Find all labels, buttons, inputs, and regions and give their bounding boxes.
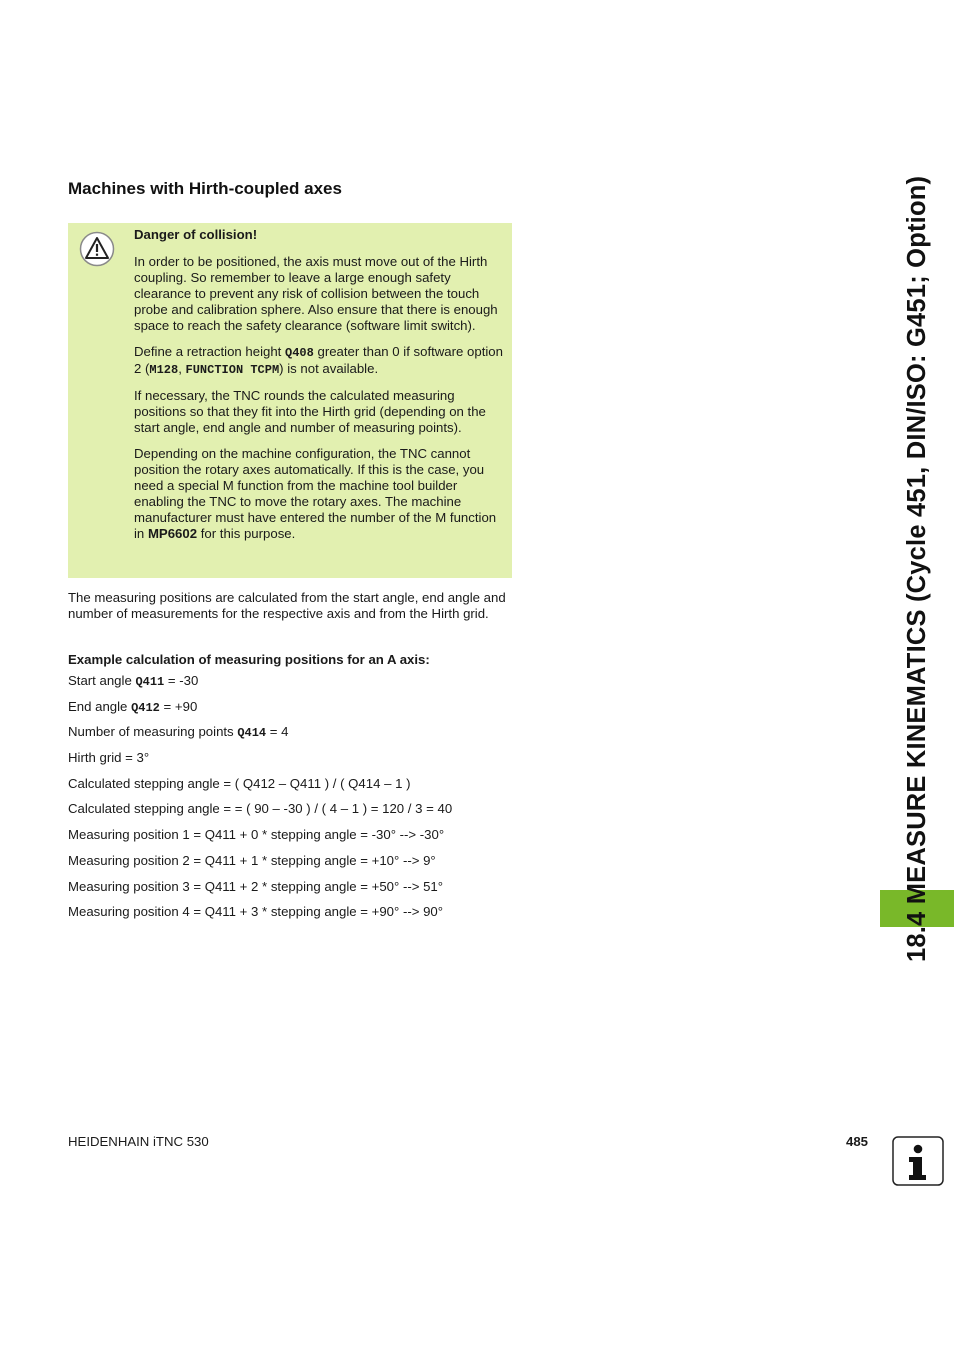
measuring-points-line: Number of measuring points Q414 = 4: [68, 724, 289, 741]
hirth-grid-line: Hirth grid = 3°: [68, 750, 150, 766]
stepping-angle-formula-line: Calculated stepping angle = ( Q412 – Q411 ) / ( Q414 – 1 ): [68, 775, 411, 791]
code-q408: Q408: [285, 346, 314, 360]
code-q411: Q411: [135, 675, 165, 689]
chapter-side-title: 18.4 MEASURE KINEMATICS (Cycle 451, DIN/ISO: G451; Option): [903, 175, 931, 962]
footer-manual-title: HEIDENHAIN iTNC 530: [68, 1134, 209, 1149]
code-q412: Q412: [131, 700, 160, 715]
warning-paragraph-4: Depending on the machine configuration, the TNC cannot position the rotary axes automatically. If this is the case, you need a special M function from the machine tool builder enabling the TNC to move the rotary axes. The machine manufacturer must have entered the number of the M function in MP6602 for this purpose.: [134, 446, 497, 541]
warning-paragraph-1: In order to be positioned, the axis must move out of the Hirth coupling. So remember to leave a large enough safety clearance to prevent any risk of collision between the touch probe and calibration sphere. Also ensure that there is enough space to reach the safety clearance (software limit switch).: [134, 254, 498, 333]
measuring-position-line: Measuring position 2 = Q411 + 1 * stepping angle = +10° --> 9°: [68, 852, 436, 868]
end-angle-line: End angle Q412 = +90: [68, 698, 198, 715]
warning-body: [134, 227, 504, 552]
warning-triangle-icon: [79, 231, 115, 267]
page-number: 485: [846, 1134, 869, 1149]
start-angle-line: Start angle Q411 = -30: [68, 673, 199, 689]
example-heading: Example calculation of measuring positions for an A axis:: [68, 652, 430, 667]
info-icon: [892, 1136, 944, 1186]
intro-paragraph: The measuring positions are calculated from the start angle, end angle and number of measurements for the respective axis and from the Hirth grid.: [68, 590, 506, 621]
calculation-list: [68, 673, 452, 930]
warning-paragraph-3: If necessary, the TNC rounds the calculated measuring positions so that they fit into the Hirth grid (depending on the start angle, end angle and number of measuring points).: [134, 388, 486, 435]
warning-title: Danger of collision!: [134, 227, 258, 242]
stepping-angle-result-line: Calculated stepping angle = = ( 90 – -30 ) / ( 4 – 1 ) = 120 / 3 = 40: [68, 801, 453, 817]
machine-parameter: MP6602: [147, 526, 198, 541]
measuring-position-line: Measuring position 4 = Q411 + 3 * stepping angle = +90° --> 90°: [68, 904, 444, 920]
measuring-position-line: Measuring position 3 = Q411 + 2 * stepping angle = +50° --> 51°: [68, 878, 444, 894]
warning-paragraph-2: Define a retraction height Q408 greater than 0 if software option 2 (M128, FUNCTION TCPM) is not available.: [134, 344, 503, 377]
code-m128: M128: [149, 363, 179, 377]
code-q414: Q414: [237, 726, 267, 741]
warning-box: [68, 223, 512, 578]
measuring-position-line: Measuring position 1 = Q411 + 0 * stepping angle = -30° --> -30°: [68, 827, 445, 843]
section-title: Machines with Hirth-coupled axes: [68, 179, 342, 198]
code-function-tcpm: FUNCTION TCPM: [185, 363, 280, 377]
